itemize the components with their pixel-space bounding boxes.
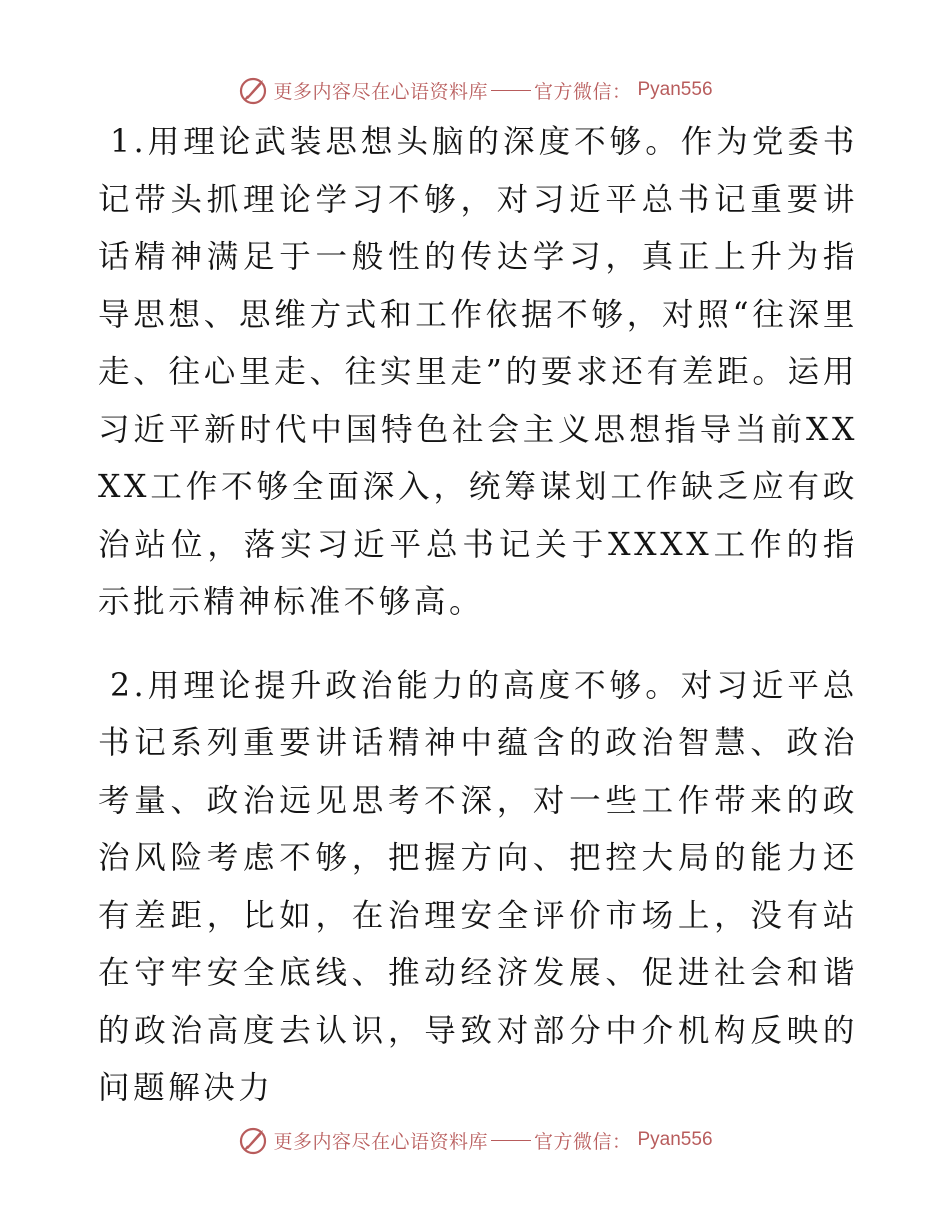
watermark-dash	[491, 1140, 531, 1141]
paragraph-1: 1.用理论武装思想头脑的深度不够。作为党委书记带头抓理论学习不够，对习近平总书记重要讲话精神满足于一般性的传达学习，真正上升为指导思想、思维方式和工作依据不够，对照“往深里走、往心里走、往实里走”的要求还有差距。运用习近平新时代中国特色社会主义思想指导当前XXXX工作不够全面深入，统筹谋划工作缺乏应有政治站位，落实习近平总书记关于XXXX工作的指示批示精神标准不够高。	[98, 124, 858, 620]
quill-pen-logo-icon	[237, 74, 269, 106]
header-watermark	[0, 70, 950, 110]
watermark-dash	[491, 90, 531, 91]
watermark-site-text: 更多内容尽在心语资料库	[273, 1130, 488, 1153]
watermark-wechat-id: Pyan556	[637, 79, 713, 100]
watermark-wechat-label: 官方微信：	[533, 1130, 632, 1153]
watermark-site-text: 更多内容尽在心语资料库	[273, 80, 488, 103]
footer-watermark	[0, 1120, 950, 1160]
watermark-wechat-label: 官方微信：	[533, 80, 632, 103]
watermark-wechat-id: Pyan556	[637, 1129, 713, 1150]
quill-pen-logo-icon	[237, 1124, 269, 1156]
document-body	[98, 114, 858, 1118]
paragraph-2: 2.用理论提升政治能力的高度不够。对习近平总书记系列重要讲话精神中蕴含的政治智慧、政治考量、政治远见思考不深，对一些工作带来的政治风险考虑不够，把握方向、把控大局的能力还有差距，比如，在治理安全评价市场上，没有站在守牢安全底线、推动经济发展、促进社会和谐的政治高度去认识，导致对部分中介机构反映的问题解决力	[98, 667, 858, 1106]
